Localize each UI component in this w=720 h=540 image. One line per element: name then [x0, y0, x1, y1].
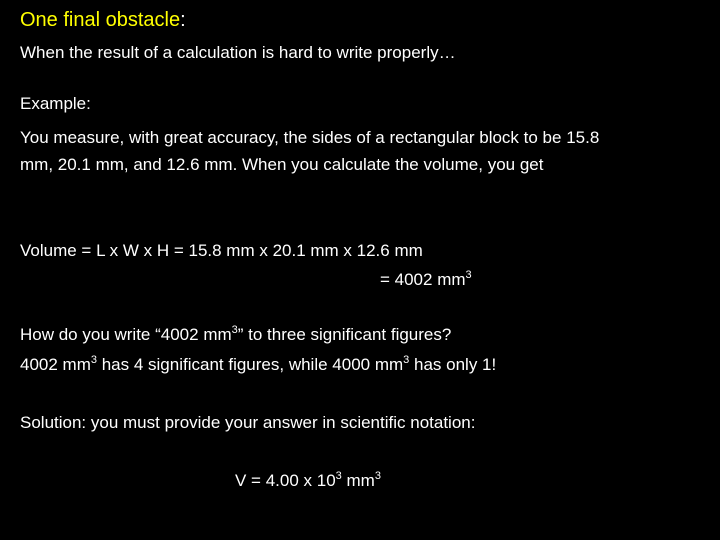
sigfig-c: has only 1!: [409, 355, 497, 374]
slide-title: [20, 8, 186, 32]
superscript: 3: [90, 354, 97, 366]
superscript: 3: [335, 470, 342, 482]
answer-line: [235, 469, 381, 493]
volume-result: [380, 268, 472, 292]
answer-pre: V = 4.00 x 10: [235, 471, 336, 490]
sigfig-b: has 4 significant figures, while 4000 mm: [97, 355, 404, 374]
question-post: ” to three significant figures?: [237, 325, 452, 344]
example-line-1: You measure, with great accuracy, the sides of a rectangular block to be 15.8: [20, 128, 600, 147]
superscript: 3: [403, 354, 410, 366]
sigfig-line: [20, 353, 496, 377]
title-text: One final obstacle: [20, 9, 181, 31]
title-colon: :: [180, 9, 186, 31]
superscript: 3: [231, 324, 238, 336]
question-pre: How do you write “4002 mm: [20, 325, 232, 344]
intro-text: When the result of a calculation is hard to write properly…: [20, 43, 456, 62]
example-line-2: mm, 20.1 mm, and 12.6 mm. When you calculate the volume, you get: [20, 155, 544, 174]
answer-mid: mm: [341, 471, 375, 490]
solution-text: Solution: you must provide your answer in scientific notation:: [20, 413, 476, 432]
sigfig-a: 4002 mm: [20, 355, 91, 374]
question-line: [20, 323, 451, 347]
superscript: 3: [465, 269, 472, 281]
volume-result-text: = 4002 mm: [380, 270, 466, 289]
volume-equation: Volume = L x W x H = 15.8 mm x 20.1 mm x 12.6 mm: [20, 241, 423, 260]
superscript: 3: [374, 470, 381, 482]
example-label: Example:: [20, 94, 91, 113]
